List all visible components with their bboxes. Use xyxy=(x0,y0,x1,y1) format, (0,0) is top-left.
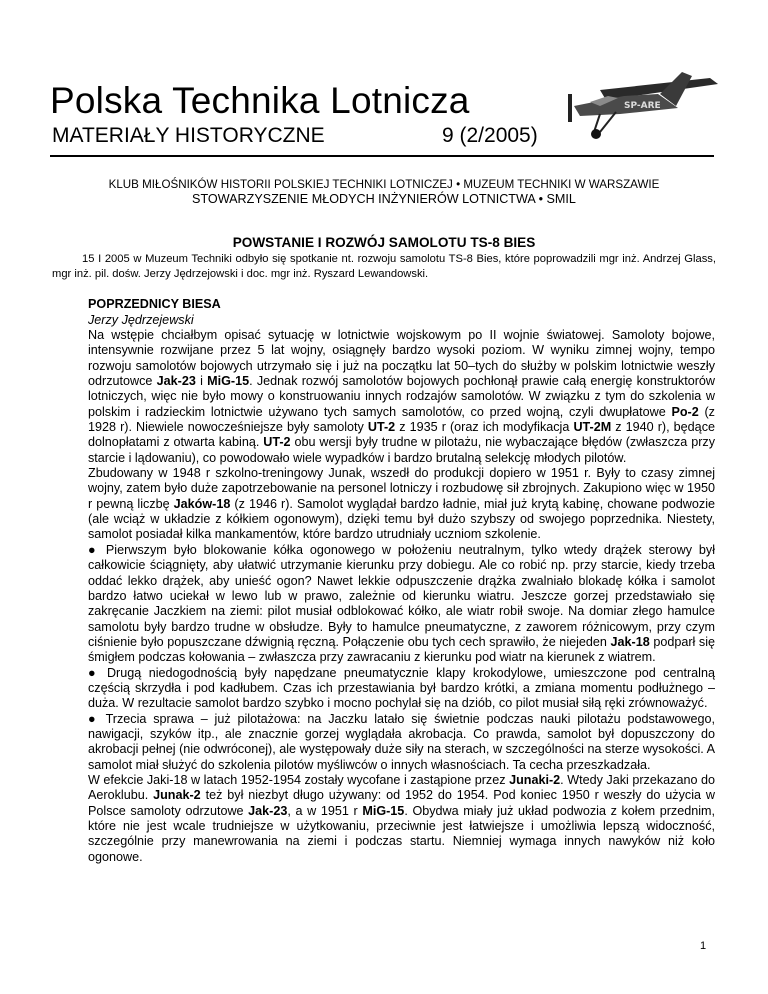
paragraph-6: W efekcie Jaki-18 w latach 1952-1954 zostały wycofane i zastąpione przez Junaki-2. Wtedy Jaki przekazano do Aeroklubu. Junak-2 też był niezbyt długo używany: od 1952 do 1954. Pod koniec 1950 r weszły do użycia w Polsce samoloty odrzutowe Jak-23, a w 1951 r MiG-15. Obydwa miały już układ podwozia z kołem przednim, które nie jest wcale trudniejsze w użytkowaniu, przeciwnie jest łatwiejsze i umożliwia lepszą widoczność, szczególnie przy manewrowania na ziemi i podczas startu. Niemniej wymaga innych nawyków niż koło ogonowe. xyxy=(88,772,715,864)
bold-term: Junak-2 xyxy=(153,788,201,803)
paragraph-5: ● Trzecia sprawa – już pilotażowa: na Jaczku latało się świetnie podczas nauki pilotażu podstawowego, nawigacji, szyków itp., ale znacznie gorzej wyglądała akrobacja. Co prawda, samolot był dopuszczony do akrobacji pełnej (nie odwróconej), ale występowały duże siły na sterach, w szczególności na sterze wysokości. A samolot miał służyć do szkolenia pilotów myśliwców o innych własnościach. Ta cecha przeszkadzała. xyxy=(88,711,715,772)
bold-term: MiG-15 xyxy=(207,374,250,389)
org-line-1: KLUB MIŁOŚNIKÓW HISTORII POLSKIEJ TECHNIKI LOTNICZEJ • MUZEUM TECHNIKI W WARSZAWIE xyxy=(108,178,660,191)
issue-number: 9 (2/2005) xyxy=(442,124,538,147)
header-divider xyxy=(50,155,714,157)
organizations-block xyxy=(70,178,698,206)
publication-title: Polska Technika Lotnicza xyxy=(50,80,470,121)
vintage-monoplane-photo xyxy=(560,62,720,142)
paragraph-3: ● Pierwszym było blokowanie kółka ogonowego w położeniu neutralnym, tylko wtedy drążek sterowy był całkowicie ściągnięty, aby ułatwić utrzymanie kierunku przy dobiegu. Ale co robić np. przy starcie, kiedy trzeba oddać lekko drążek, aby unieść ogon? Nawet lekkie odpuszczenie drążka zwalniało blokadę kółka i samolot bardzo łatwo uciekał w lewo lub w prawo, zależnie od kierunku wiatru. Jeszcze gorzej przedstawiało się zakręcanie Jaczkiem na ziemi: pilot musiał odblokować kółko, ale wiatr robił swoje. Na domiar złego hamulce samolotu były bardzo trudne w obsłudze. Były to hamulce pneumatyczne, z zaworem różnicowym, przy czym ciśnienie było popuszczane dźwignią ręczną. Połączenie obu tych cech sprawiło, że niejeden Jak-18 podparł się śmigłem podczas kołowania – zwłaszcza przy zawracaniu z kierunku pod wiatr na kierunek z wiatrem. xyxy=(88,542,716,665)
publication-subtitle: MATERIAŁY HISTORYCZNE xyxy=(52,124,325,147)
subtitle-row xyxy=(52,124,572,148)
bold-term: Jak-23 xyxy=(156,374,196,389)
section-title: POPRZEDNICY BIESA xyxy=(88,297,221,311)
bold-term: Jaków-18 xyxy=(173,496,231,511)
org-line-2: STOWARZYSZENIE MŁODYCH INŻYNIERÓW LOTNICTWA • SMIL xyxy=(192,192,576,206)
bold-term: UT-2 xyxy=(263,435,291,450)
article-intro: 15 I 2005 w Muzeum Techniki odbyło się spotkanie nt. rozwoju samolotu TS-8 Bies, które poprowadzili mgr inż. Andrzej Glass, mgr inż. pil. dośw. Jerzy Jędrzejowski i doc. mgr inż. Ryszard Lewandowski. xyxy=(52,253,716,280)
article-title: POWSTANIE I ROZWÓJ SAMOLOTU TS-8 BIES xyxy=(232,235,536,250)
bold-term: MiG-15 xyxy=(362,803,405,818)
bold-term: Po-2 xyxy=(671,404,699,419)
paragraph-4: ● Drugą niedogodnością były napędzane pneumatycznie klapy krokodylowe, umieszczone pod centralną częścią skrzydła i pod kadłubem. Czas ich przestawiania był bardzo krótki, a zmiana momentu podłużnego – duża. W rezultacie samolot bardzo szybko i mocno pochylał się na dziób, co pilot musiał siłą ręki zrównoważyć. xyxy=(88,665,715,711)
page-number: 1 xyxy=(700,940,707,952)
bold-term: UT-2 xyxy=(367,420,396,435)
paragraph-1: Na wstępie chciałbym opisać sytuację w lotnictwie wojskowym po II wojnie światowej. Samoloty bojowe, intensywnie rozwijane przez 5 lat wojny, osiągnęły bardzo wysoki poziom. W wyniku zimnej wojny, tempo rozwoju samolotów bojowych utrzymało się i już na początku lat 50–tych do służby w polskim lotnictwie weszły odrzutowce Jak-23 i MiG-15. Jednak rozwój samolotów bojowych pochłonął prawie całą energię konstruktorów lotniczych, więc nie było mowy o konstruowaniu innych rodzajów samolotów. W związku z tym do szkolenia w polskim i radzieckim lotnictwie używano tych samych samolotów, co przed wojną, czyli dwupłatowe Po-2 (z 1928 r). Niewiele nowocześniejsze były samoloty UT-2 z 1935 r (oraz ich modyfikacja UT-2M z 1940 r), będące dolnopłatami z otwarta kabiną. UT-2 obu wersji były trudne w pilotażu, nie wybaczające błędów (zwłaszcza przy starcie i lądowaniu), co powodowało wiele wypadków i bardzo brutalną selekcję młodych pilotów. xyxy=(88,328,715,465)
bold-term: UT-2M xyxy=(573,420,612,435)
bold-term: Jak-23 xyxy=(248,803,288,818)
bold-term: Jak-18 xyxy=(610,634,650,649)
plane-registration: SP-ARE xyxy=(624,101,661,111)
bold-term: Junaki-2 xyxy=(509,772,561,787)
article-body xyxy=(88,296,715,865)
paragraph-2: Zbudowany w 1948 r szkolno-treningowy Junak, wszedł do produkcji dopiero w 1951 r. Były to czasy zimnej wojny, zatem było duże zapotrzebowanie na personel lotniczy i rozbudowę sił zbrojnych. Zakupiono więc w 1950 r pewną liczbę Jaków-18 (z 1946 r). Samolot wyglądał bardzo ładnie, miał już krytą kabinę, chowane podwozie (ale wciąż w układzie z kółkiem ogonowym), dzięki temu był dużo szybszy od swojego poprzednika. Niestety, samolot posiadał kilka mankamentów, które bardzo utrudniały uczniom szkolenie. xyxy=(88,466,715,542)
section-author: Jerzy Jędrzejewski xyxy=(88,313,194,327)
